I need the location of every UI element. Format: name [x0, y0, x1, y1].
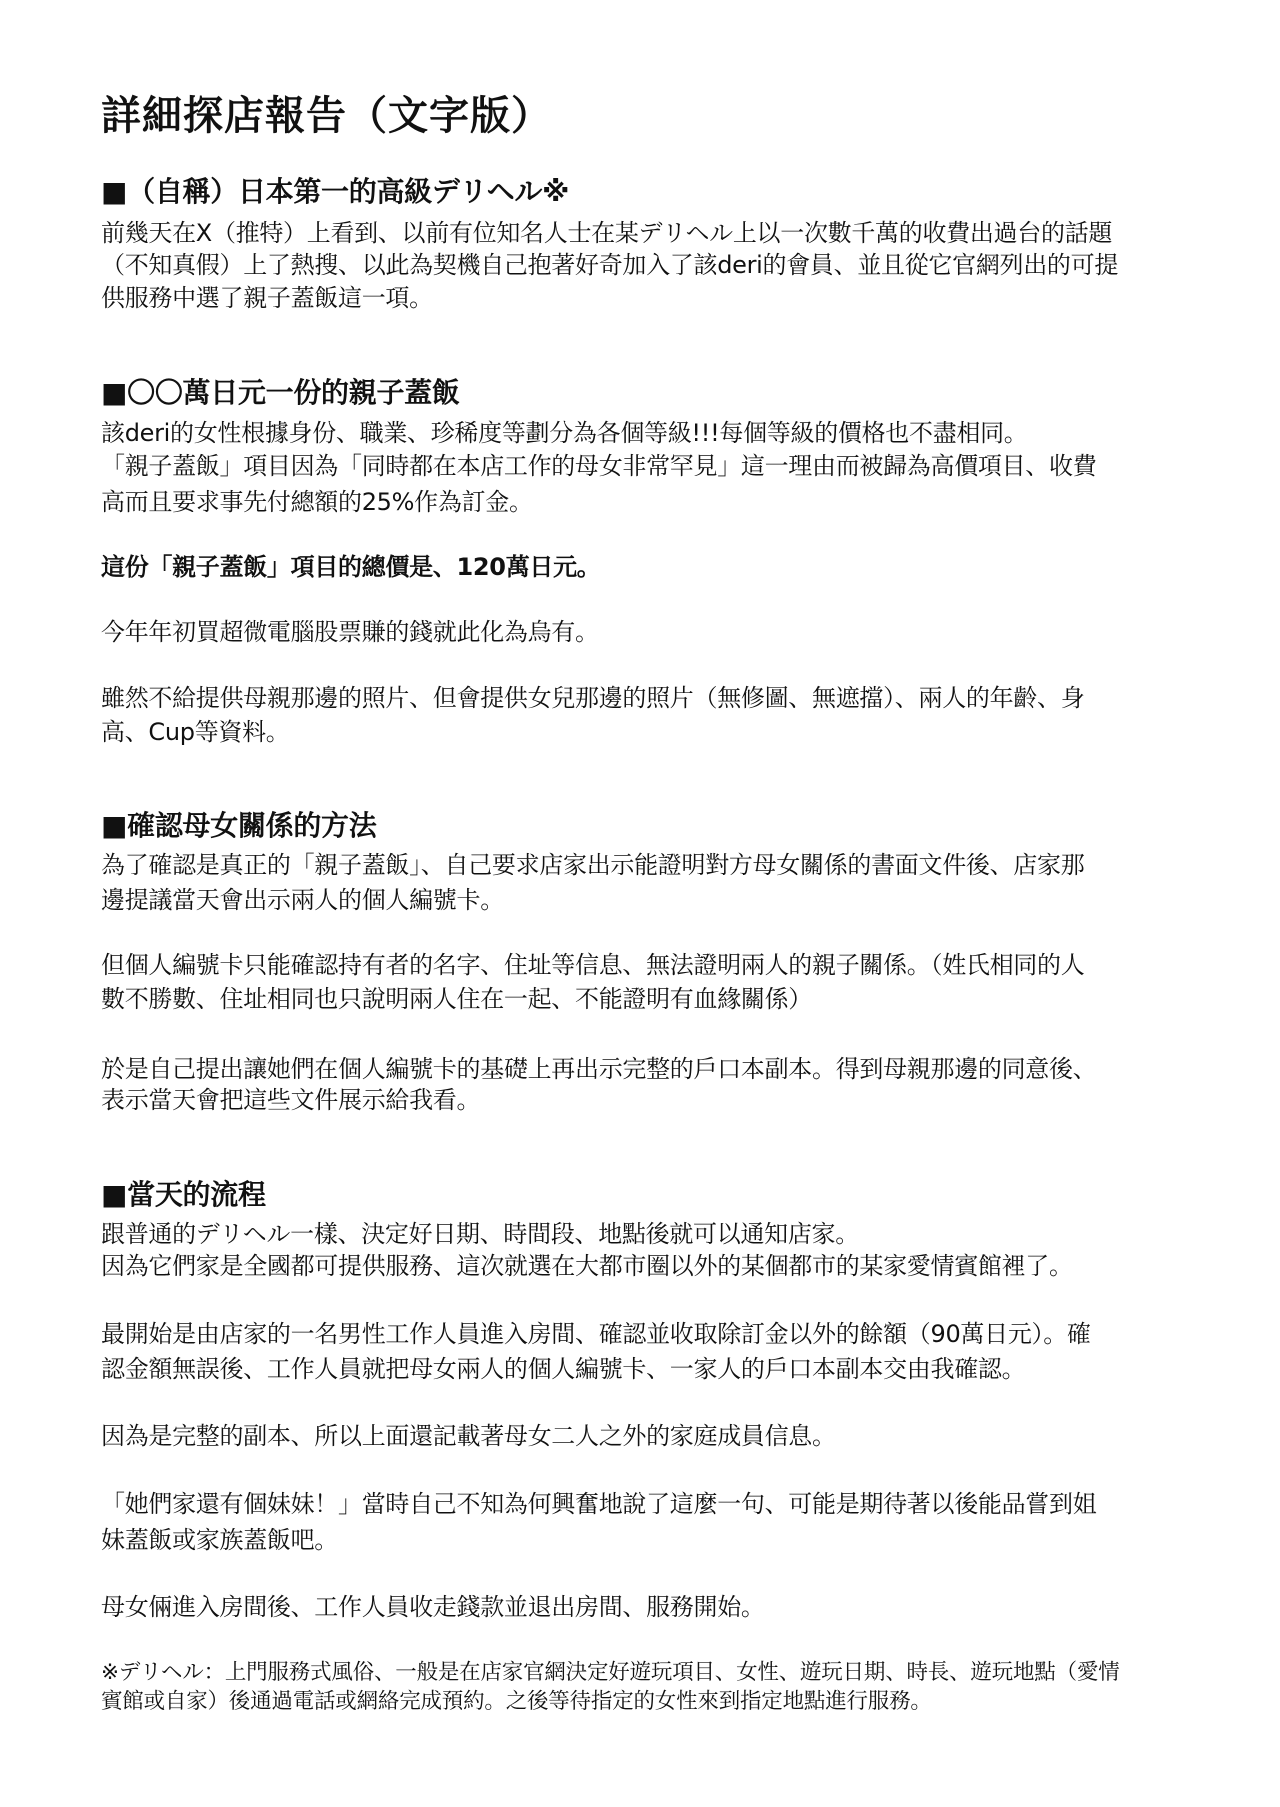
section-heading: ■確認母女關係的方法: [101, 809, 377, 842]
paragraph-line: 妹蓋飯或家族蓋飯吧。: [101, 1526, 338, 1554]
total-price-line: 這份「親子蓋飯」項目的總價是、120萬日元。: [101, 553, 601, 581]
paragraph-line: 因為它們家是全國都可提供服務、這次就選在大都市圈以外的某個都市的某家愛情賓館裡了。: [101, 1252, 1073, 1280]
paragraph-line: 於是自己提出讓她們在個人編號卡的基礎上再出示完整的戶口本副本。得到母親那邊的同意後、: [101, 1055, 1097, 1083]
paragraph-line: （不知真假）上了熱搜、以此為契機自己抱著好奇加入了該deri的會員、並且從它官網列出的可提: [101, 251, 1119, 279]
paragraph-line: 邊提議當天會出示兩人的個人編號卡。: [101, 886, 504, 914]
paragraph-line: 認金額無誤後、工作人員就把母女兩人的個人編號卡、一家人的戶口本副本交由我確認。: [101, 1355, 1026, 1383]
paragraph-line: 最開始是由店家的一名男性工作人員進入房間、確認並收取除訂金以外的餘額（90萬日元）。確: [101, 1320, 1091, 1348]
paragraph-line: 「她們家還有個妹妹！」當時自己不知為何興奮地說了這麼一句、可能是期待著以後能品嘗到姐: [101, 1490, 1097, 1518]
paragraph-line: 該deri的女性根據身份、職業、珍稀度等劃分為各個等級!!!每個等級的價格也不盡相同。: [101, 419, 1028, 447]
paragraph-line: 高而且要求事先付總額的25%作為訂金。: [101, 488, 533, 516]
section-heading: ■當天的流程: [101, 1178, 266, 1211]
footnote-line: ※デリヘル：上門服務式風俗、一般是在店家官網決定好遊玩項目、女性、遊玩日期、時長、遊玩地點（愛情: [101, 1660, 1120, 1685]
paragraph-line: 數不勝數、住址相同也只說明兩人住在一起、不能證明有血緣關係）: [101, 985, 812, 1013]
paragraph-line: 供服務中選了親子蓋飯這一項。: [101, 284, 433, 312]
paragraph-line: 雖然不給提供母親那邊的照片、但會提供女兒那邊的照片（無修圖、無遮擋）、兩人的年齡、身: [101, 684, 1085, 712]
paragraph-line: 「親子蓋飯」項目因為「同時都在本店工作的母女非常罕見」這一理由而被歸為高價項目、收費: [101, 452, 1097, 480]
paragraph-line: 表示當天會把這些文件展示給我看。: [101, 1086, 481, 1114]
section-heading: ■〇〇萬日元一份的親子蓋飯: [101, 376, 460, 409]
paragraph-line: 因為是完整的副本、所以上面還記載著母女二人之外的家庭成員信息。: [101, 1422, 836, 1450]
section-heading: ■（自稱）日本第一的高級デリヘル※: [101, 175, 570, 208]
paragraph-line: 但個人編號卡只能確認持有者的名字、住址等信息、無法證明兩人的親子關係。（姓氏相同的人: [101, 951, 1085, 979]
paragraph-line: 今年年初買超微電腦股票賺的錢就此化為烏有。: [101, 618, 599, 646]
paragraph-line: 前幾天在X（推特）上看到、以前有位知名人士在某デリヘル上以一次數千萬的收費出過台的話題: [101, 219, 1113, 247]
paragraph-line: 高、Cup等資料。: [101, 718, 290, 746]
paragraph-line: 為了確認是真正的「親子蓋飯」、自己要求店家出示能證明對方母女關係的書面文件後、店家那: [101, 851, 1085, 879]
footnote-line: 賓館或自家）後通過電話或網絡完成預約。之後等待指定的女性來到指定地點進行服務。: [101, 1689, 932, 1714]
page-title: 詳細探店報告（文字版）: [101, 93, 552, 139]
paragraph-line: 母女倆進入房間後、工作人員收走錢款並退出房間、服務開始。: [101, 1593, 765, 1621]
paragraph-line: 跟普通的デリヘル一樣、決定好日期、時間段、地點後就可以通知店家。: [101, 1220, 859, 1248]
